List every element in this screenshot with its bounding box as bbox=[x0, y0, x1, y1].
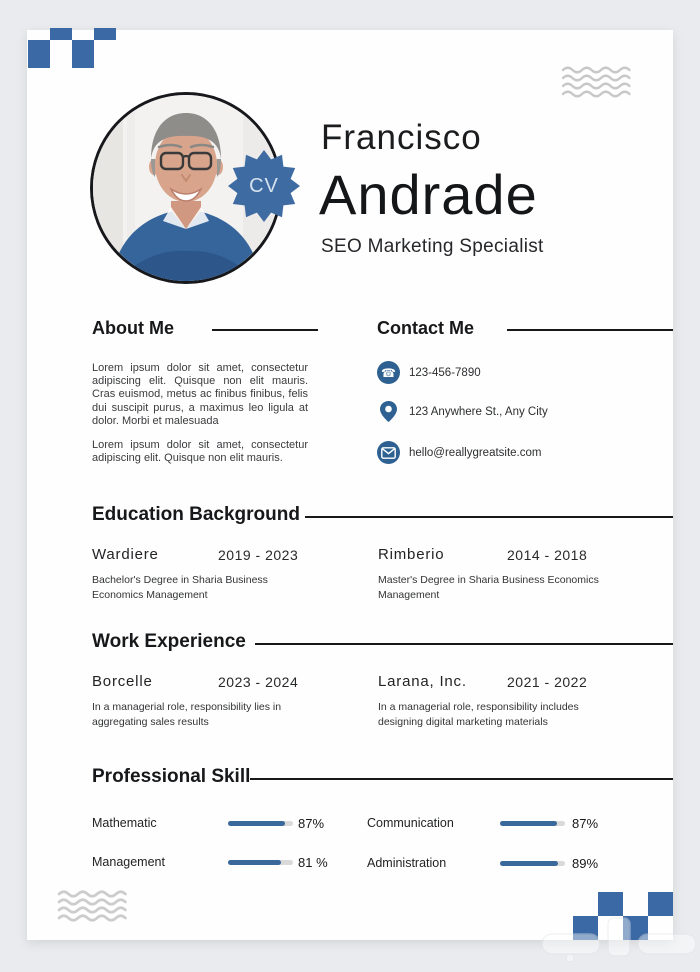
skills-divider bbox=[250, 778, 673, 780]
skill-label-management: Management bbox=[92, 855, 165, 869]
work-company-1: Borcelle bbox=[92, 673, 153, 690]
waves-decoration-bottom-left bbox=[56, 889, 134, 928]
about-heading: About Me bbox=[92, 318, 174, 338]
address: 123 Anywhere St., Any City bbox=[409, 405, 548, 418]
first-name: Francisco bbox=[321, 118, 482, 157]
last-name: Andrade bbox=[319, 163, 538, 226]
about-text bbox=[92, 362, 308, 465]
work-description-2: In a managerial role, responsibility includes designing digital marketing materials bbox=[378, 701, 579, 729]
work-company-2: Larana, Inc. bbox=[378, 673, 467, 690]
contact-item-address bbox=[377, 400, 548, 423]
education-divider bbox=[305, 516, 673, 518]
work-description-1: In a managerial role, responsibility lies in aggregating sales results bbox=[92, 701, 282, 729]
watermark bbox=[540, 912, 700, 969]
work-dates-1: 2023 - 2024 bbox=[218, 674, 299, 690]
work-heading: Work Experience bbox=[92, 631, 246, 652]
education-school-2: Rimberio bbox=[378, 546, 445, 563]
email-address: hello@reallygreatsite.com bbox=[409, 446, 542, 459]
location-pin-icon bbox=[377, 400, 400, 423]
skill-percent-management: 81 % bbox=[298, 855, 328, 870]
work-dates-2: 2021 - 2022 bbox=[507, 674, 588, 690]
contact-heading: Contact Me bbox=[377, 318, 475, 338]
education-dates-2: 2014 - 2018 bbox=[507, 547, 588, 563]
skill-bar-mathematic bbox=[228, 821, 293, 826]
education-school-1: Wardiere bbox=[92, 546, 159, 563]
about-divider bbox=[212, 329, 318, 331]
skill-percent-administration: 89% bbox=[572, 856, 599, 871]
skill-percent-communication: 87% bbox=[572, 816, 599, 831]
skills-heading: Professional Skill bbox=[92, 766, 251, 787]
education-heading: Education Background bbox=[92, 504, 300, 525]
skill-label-administration: Administration bbox=[367, 856, 447, 870]
phone-icon: ☎ bbox=[377, 361, 400, 384]
skill-percent-mathematic: 87% bbox=[298, 816, 325, 831]
contact-item-email bbox=[377, 441, 541, 464]
waves-decoration-top-right bbox=[560, 66, 638, 103]
about-paragraph-1: Lorem ipsum dolor sit amet, consectetur adipiscing elit. Quisque non elit mauris. Cras euismod, metus ac finibus finibus, felis dui suscipit purus, a maximus leo ligula at dolor. Morbi et malesuada bbox=[92, 362, 308, 427]
about-paragraph-2: Lorem ipsum dolor sit amet, consectetur adipiscing elit. Quisque non elit mauris. bbox=[92, 438, 308, 465]
job-title: SEO Marketing Specialist bbox=[321, 236, 544, 257]
skill-label-mathematic: Mathematic bbox=[92, 816, 157, 830]
checker-decoration-top-left bbox=[28, 28, 116, 68]
cv-badge bbox=[228, 150, 300, 222]
skill-bar-communication bbox=[500, 821, 565, 826]
phone-number: 123-456-7890 bbox=[409, 366, 481, 379]
cv-badge-label: CV bbox=[249, 174, 279, 197]
contact-divider bbox=[507, 329, 673, 331]
education-description-1: Bachelor's Degree in Sharia Business Economics Management bbox=[92, 574, 268, 602]
contact-item-phone bbox=[377, 361, 481, 384]
education-description-2: Master's Degree in Sharia Business Economics Management bbox=[378, 574, 599, 602]
education-dates-1: 2019 - 2023 bbox=[218, 547, 299, 563]
skill-bar-management bbox=[228, 860, 293, 865]
email-icon bbox=[377, 441, 400, 464]
skill-label-communication: Communication bbox=[367, 816, 454, 830]
skill-bar-administration bbox=[500, 861, 565, 866]
work-divider bbox=[255, 643, 673, 645]
